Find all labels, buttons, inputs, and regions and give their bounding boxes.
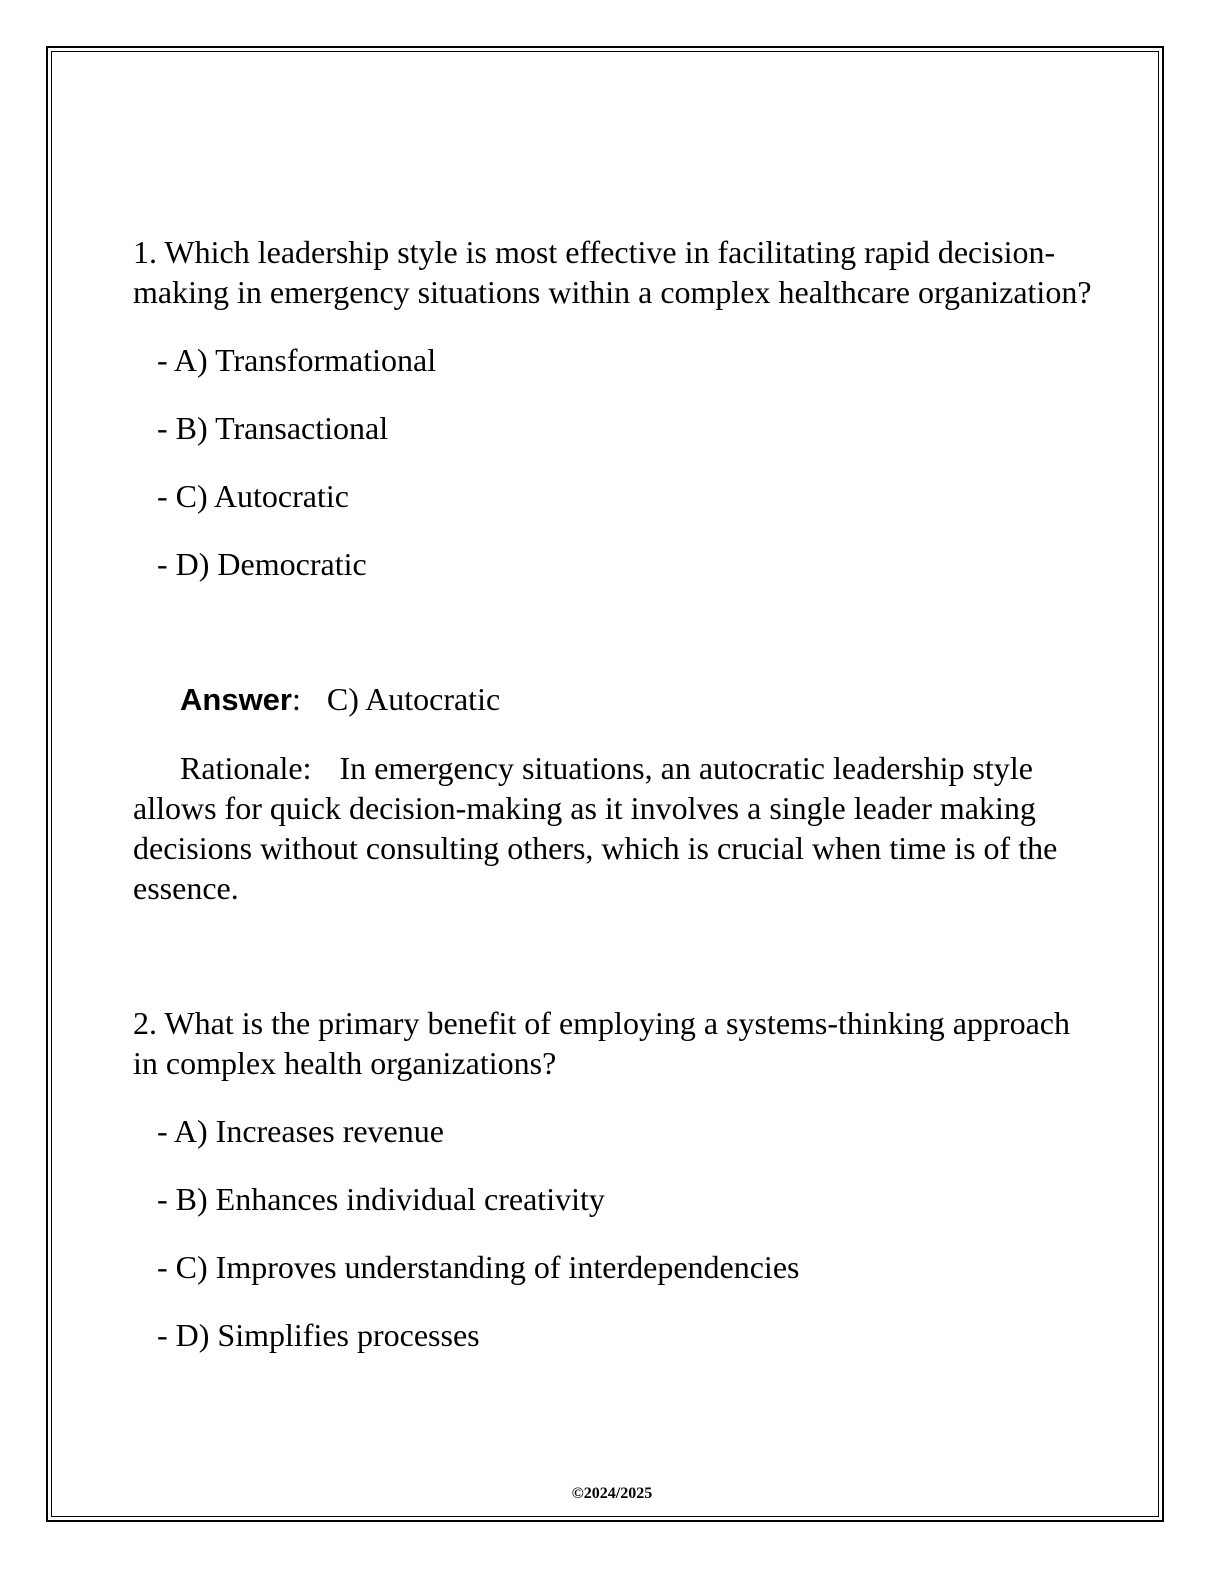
option-d: - D) Simplifies processes xyxy=(157,1317,480,1353)
question-1 xyxy=(133,232,1093,908)
option-c: - C) Autocratic xyxy=(157,478,349,514)
option-d: - D) Democratic xyxy=(157,546,367,582)
rationale-label: Rationale: xyxy=(180,750,312,786)
option-a: - A) Increases revenue xyxy=(157,1113,444,1149)
answer-value: C) Autocratic xyxy=(326,681,501,717)
answer-options xyxy=(133,340,1093,584)
question-2 xyxy=(133,1003,1093,1355)
answer-options xyxy=(133,1111,1093,1355)
option-c: - C) Improves understanding of interdependencies xyxy=(157,1249,800,1285)
document-body xyxy=(133,232,1093,1355)
question-text: 2. What is the primary benefit of employing a systems-thinking approach in complex health organizations? xyxy=(133,1005,1070,1081)
answer-label: Answer xyxy=(180,682,292,717)
option-b: - B) Enhances individual creativity xyxy=(157,1181,605,1217)
copyright-footer: ©2024/2025 xyxy=(571,1485,653,1502)
option-a: - A) Transformational xyxy=(157,342,437,378)
rationale xyxy=(133,748,1093,908)
answer-line xyxy=(133,679,1093,720)
rationale-text: In emergency situations, an autocratic leadership style allows for quick decision-making as it involves a single leader making decisions without consulting others, which is crucial when time is of the essence. xyxy=(133,750,1058,906)
question-text: 1. Which leadership style is most effective in facilitating rapid decision-making in emergency situations within a complex healthcare organization? xyxy=(133,234,1092,310)
answer-colon: : xyxy=(291,681,301,717)
option-b: - B) Transactional xyxy=(157,410,389,446)
